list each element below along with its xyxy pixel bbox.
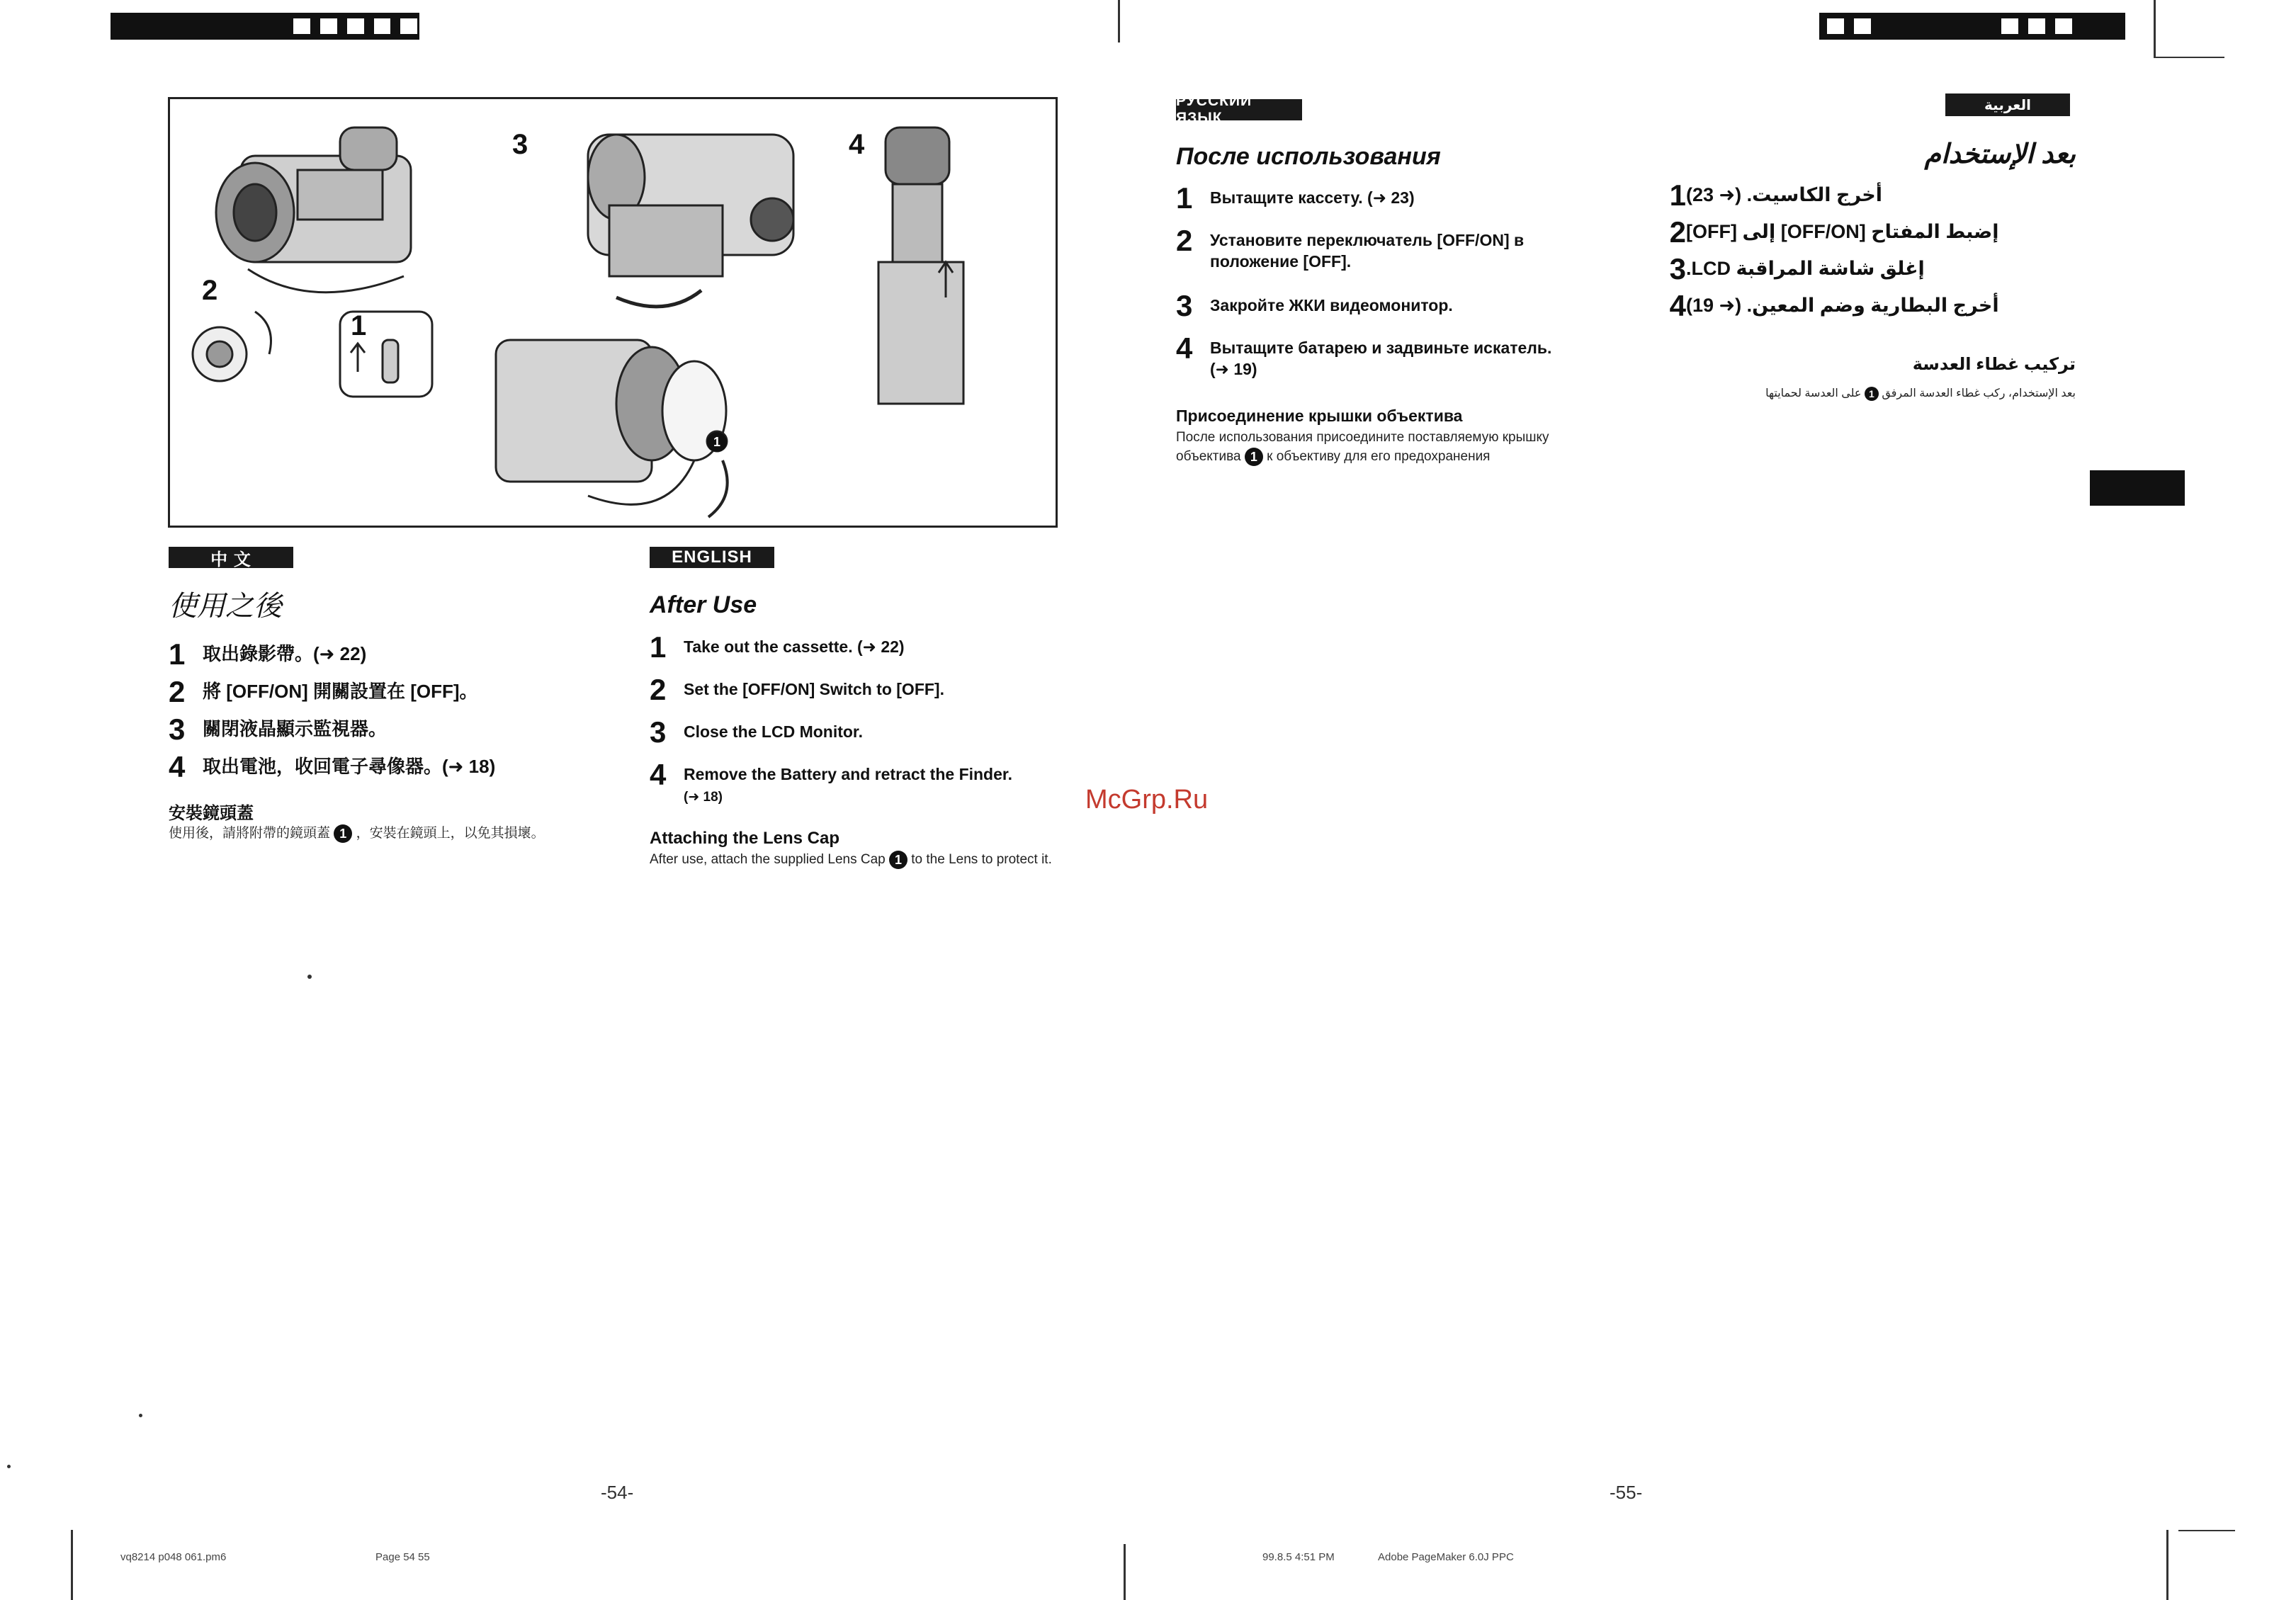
english-lens-text [650, 850, 1061, 869]
arabic-lang-tag: العربية [1945, 93, 2070, 116]
step-number: 2 [1176, 224, 1193, 257]
header-box [1999, 16, 2020, 36]
figure-label-3: 3 [512, 129, 528, 160]
step-number: 2 [650, 673, 667, 706]
step-number: 1 [1669, 178, 1686, 212]
english-lang-tag: ENGLISH [650, 547, 774, 568]
illustration-frame [168, 97, 1058, 528]
step-number: 4 [169, 750, 186, 783]
figure-label-1: 1 [351, 310, 367, 341]
header-box [318, 16, 339, 36]
step-text: أخرج البطارية وضم المعين. (➜ 19) [1686, 295, 1999, 316]
step-text: Вытащите кассету. (➜ 23) [1210, 188, 1415, 207]
step-text: 將 [OFF/ON] 開關設置在 [OFF]。 [203, 681, 478, 702]
crop-mark [2178, 1530, 2235, 1531]
lens-text-after: على العدسة لحمايتها [1765, 387, 1862, 399]
lens-cap-attach [496, 340, 728, 517]
chinese-title: 使用之後 [169, 591, 282, 622]
side-tab [2090, 470, 2185, 506]
english-title: After Use [650, 591, 757, 618]
step-text: Закройте ЖКИ видеомонитор. [1210, 296, 1453, 314]
english-lens-title: Attaching the Lens Cap [650, 829, 840, 848]
figure-label-2: 2 [202, 275, 218, 306]
header-box [2026, 16, 2047, 36]
step-number: 3 [1669, 252, 1686, 285]
crop-mark [71, 1530, 73, 1600]
arabic-step-1 [1658, 180, 2076, 211]
arabic-lens-title: تركيب غطاء العدسة [1912, 355, 2076, 374]
chinese-step-3 [169, 714, 387, 745]
header-box [1852, 16, 1873, 36]
chinese-step-2 [169, 676, 478, 708]
english-step-1 [650, 632, 905, 663]
english-step-3 [650, 717, 863, 748]
footer-page: Page 54 55 [375, 1551, 430, 1563]
crop-mark [2154, 0, 2156, 57]
english-step-4 [650, 759, 1080, 808]
page-number-left: -54- [601, 1482, 634, 1503]
page-number-right: -55- [1610, 1482, 1643, 1503]
step4-text: Remove the Battery and retract the Finder. [684, 765, 1012, 783]
russian-lens-title: Присоединение крышки объектива [1176, 407, 1463, 425]
step-text: Set the [OFF/ON] Switch to [OFF]. [684, 680, 944, 698]
step-text: إغلق شاشة المراقبة LCD. [1686, 258, 1925, 279]
arabic-step-3 [1658, 254, 2076, 285]
chinese-step-4 [169, 751, 495, 783]
camcorder-side-view [216, 127, 411, 293]
camcorder-illustration [170, 99, 1056, 526]
arabic-lens-text [1714, 384, 2076, 403]
watermark: McGrp.Ru [1085, 785, 1209, 815]
lens-text-before: After use, attach the supplied Lens Cap [650, 852, 886, 867]
step-number: 4 [650, 758, 667, 791]
header-box [2053, 16, 2074, 36]
callout-1-icon: 1 [889, 851, 907, 869]
lens-text-before: 使用後，請將附帶的鏡頭蓋 [169, 826, 331, 841]
lens-text-after: к объективу для его предохранения [1267, 449, 1491, 464]
footer-date: 99.8.5 4:51 PM [1262, 1551, 1335, 1563]
step-number: 2 [169, 675, 186, 708]
russian-lang-tag: РУССКИЙ ЯЗЫК [1176, 99, 1302, 120]
lens-text-after: to the Lens to protect it. [911, 852, 1052, 867]
step-number: 4 [1669, 289, 1686, 322]
arabic-step-2 [1658, 217, 2076, 248]
chinese-lang-tag: 中 文 [169, 547, 293, 568]
step-text: Take out the cassette. (➜ 22) [684, 637, 905, 656]
step-number: 3 [1176, 289, 1193, 322]
russian-lens-text [1176, 428, 1580, 466]
step4-ref: (➜ 18) [684, 790, 723, 805]
step-text: Close the LCD Monitor. [684, 722, 863, 741]
step-number: 3 [650, 715, 667, 749]
step-number: 1 [1176, 181, 1193, 215]
arabic-step-4 [1658, 290, 2076, 322]
callout-1-icon: 1 [1245, 448, 1263, 466]
speck [7, 1465, 11, 1468]
chinese-step-1 [169, 639, 366, 670]
left-header-bar [111, 13, 419, 40]
crop-mark [1118, 0, 1120, 42]
step-text: أخرج الكاسيت. (➜ 23) [1686, 184, 1883, 205]
header-box [291, 16, 312, 36]
speck [139, 1414, 142, 1417]
figure-callout-1: 1 [707, 432, 727, 452]
russian-title: После использования [1176, 143, 1441, 170]
crop-mark [1124, 1544, 1126, 1600]
lens-text-before: بعد الإستخدام، ركب غطاء العدسة المرفق [1882, 387, 2076, 399]
step-number: 3 [169, 713, 186, 746]
speck [307, 975, 312, 979]
lens-text-after: ，安裝在鏡頭上，以免其損壞。 [356, 826, 545, 841]
chinese-lens-title: 安裝鏡頭蓋 [169, 804, 254, 823]
header-box [398, 16, 419, 36]
right-header-bar [1819, 13, 2125, 40]
english-step-2 [650, 674, 944, 705]
step-text: 取出錄影帶。(➜ 22) [203, 643, 367, 664]
step-text: 關閉液晶顯示監視器。 [203, 718, 388, 739]
russian-step-3 [1176, 290, 1453, 322]
russian-step-2 [1176, 225, 1578, 272]
mode-dial [193, 312, 271, 381]
callout-1-icon: 1 [334, 824, 352, 843]
russian-step-4 [1176, 333, 1564, 380]
step-number: 1 [650, 630, 667, 664]
footer-file: vq8214 p048 061.pm6 [120, 1551, 227, 1563]
step-text: Установите переключатель [OFF/ON] в положение [OFF]. [1210, 231, 1525, 271]
russian-step-1 [1176, 183, 1415, 214]
step-text [684, 759, 1080, 808]
step-text: إضبط المفتاح [OFF/ON] إلى [OFF] [1686, 221, 1999, 242]
step-text: Вытащите батарею и задвиньте искатель. (➜ 19) [1210, 339, 1552, 378]
header-box [1825, 16, 1846, 36]
step-number: 1 [169, 637, 186, 671]
chinese-lens-text [169, 824, 587, 843]
figure-label-4: 4 [849, 129, 865, 160]
crop-mark [2166, 1530, 2168, 1600]
lens-text-before: После использования присоедините поставляемую крышку объектива [1176, 430, 1549, 464]
header-box [345, 16, 366, 36]
footer-app: Adobe PageMaker 6.0J PPC [1378, 1551, 1514, 1563]
step-number: 4 [1176, 331, 1193, 365]
header-box [372, 16, 393, 36]
camcorder-lcd-closing [588, 135, 793, 307]
camcorder-finder [878, 127, 963, 404]
step-text: 取出電池，收回電子尋像器。(➜ 18) [203, 756, 496, 777]
crop-mark [2154, 57, 2224, 58]
step-number: 2 [1669, 215, 1686, 249]
callout-1-icon: 1 [1865, 387, 1879, 401]
arabic-title: بعد الإستخدام [1924, 140, 2076, 169]
